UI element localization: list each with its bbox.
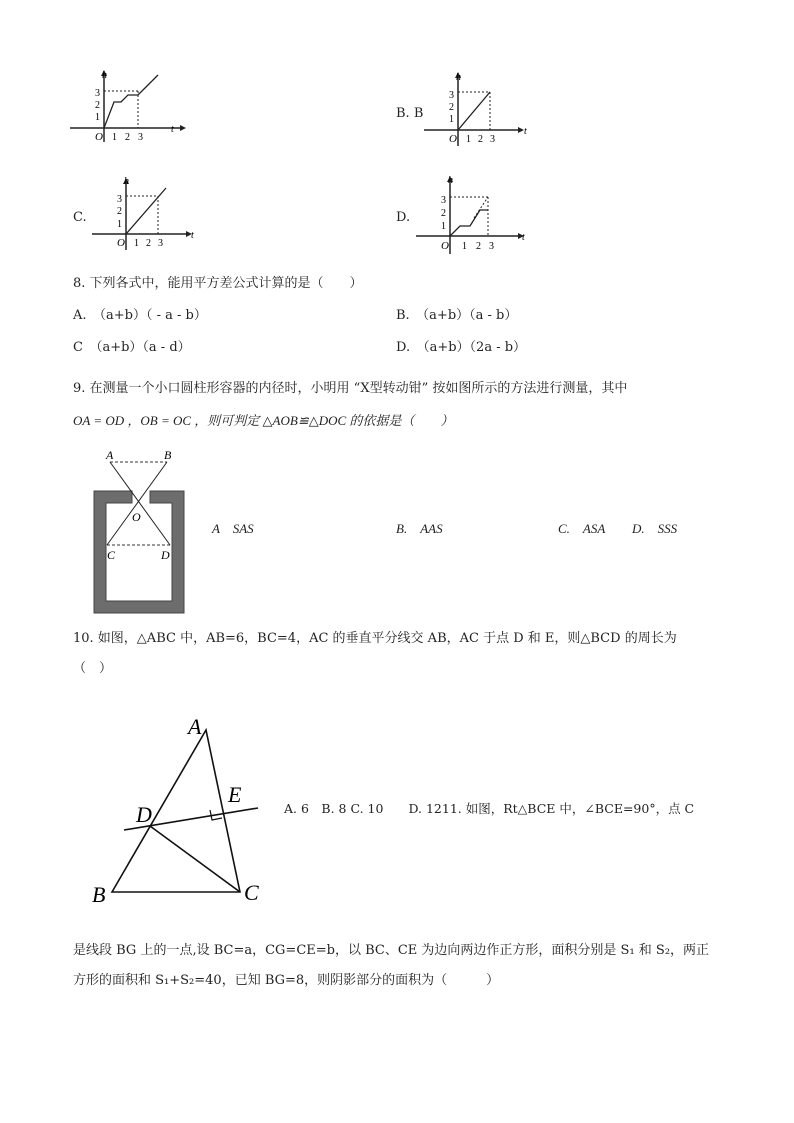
graph-c-origin: O bbox=[117, 237, 125, 249]
graph-d-xtick: 3 bbox=[489, 241, 494, 252]
q8-option-d: D. （a+b）（2a - b） bbox=[396, 340, 527, 355]
q10-options-line: A. 6 B. 8 C. 10 D. 1211. 如图，Rt△BCE 中，∠BCE=90°，点 C bbox=[284, 801, 695, 816]
graph-c-ytick: 1 bbox=[117, 219, 122, 230]
graph-d-h-label: h bbox=[448, 175, 453, 186]
graph-d-origin: O bbox=[441, 240, 449, 252]
graph-c-xtick: 1 bbox=[134, 238, 139, 249]
graph-c-ytick: 3 bbox=[117, 194, 122, 205]
q10-label-d: D bbox=[136, 802, 152, 827]
q11-line1: 是线段 BG 上的一点,设 BC=a，CG=CE=b，以 BC、CE 为边向两边作正方形，面积分别是 S₁ 和 S₂，两正 bbox=[73, 943, 710, 958]
graph-c-xtick: 3 bbox=[158, 238, 163, 249]
q9-option-d: D. SSS bbox=[632, 521, 678, 536]
graph-option-b bbox=[422, 68, 532, 150]
graph-b-t-label: t bbox=[524, 126, 527, 137]
q10-label-b: B bbox=[92, 882, 106, 907]
q10-stem-line1: 10. 如图，△ABC 中，AB=6，BC=4，AC 的垂直平分线交 AB，AC 于点 D 和 E，则△BCD 的周长为 bbox=[73, 631, 677, 646]
q9-option-a: A SAS bbox=[212, 521, 254, 536]
graph-a-ytick: 3 bbox=[95, 88, 100, 99]
graph-b-origin: O bbox=[449, 133, 457, 145]
graph-a-xtick: 2 bbox=[125, 132, 130, 143]
q10-figure bbox=[88, 710, 278, 910]
graph-b-xtick: 1 bbox=[466, 134, 471, 145]
graph-b-xtick: 3 bbox=[490, 134, 495, 145]
q9-label-o: O bbox=[132, 510, 141, 524]
q9-label-d: D bbox=[161, 548, 170, 562]
graph-b-ytick: 3 bbox=[449, 90, 454, 101]
graph-c-h-label: h bbox=[124, 176, 129, 187]
graph-d-ytick: 2 bbox=[441, 208, 446, 219]
q11-line2: 方形的面积和 S₁+S₂=40，已知 BG=8，则阴影部分的面积为（ ） bbox=[73, 973, 500, 988]
q9-option-b: B. AAS bbox=[396, 521, 443, 536]
q10-label-c: C bbox=[244, 880, 259, 905]
graph-option-c bbox=[90, 174, 200, 254]
graph-d-ytick: 1 bbox=[441, 221, 446, 232]
graph-a-t-label: t bbox=[171, 124, 174, 135]
graph-d-t-label: t bbox=[522, 232, 525, 243]
graph-option-d bbox=[414, 172, 530, 262]
graph-c-xtick: 2 bbox=[146, 238, 151, 249]
graph-b-ytick: 2 bbox=[449, 102, 454, 113]
graph-a-xtick: 1 bbox=[112, 132, 117, 143]
graph-a-origin: O bbox=[95, 131, 103, 143]
q9-stem-line1: 9. 在测量一个小口圆柱形容器的内径时，小明用 “X型转动钳” 按如图所示的方法进行测量，其中 bbox=[73, 381, 628, 396]
graph-a-ytick: 2 bbox=[95, 100, 100, 111]
option-d-label: D. bbox=[396, 210, 411, 225]
graph-d-ytick: 3 bbox=[441, 195, 446, 206]
q9-label-a: A bbox=[106, 448, 114, 462]
graph-d-xtick: 1 bbox=[462, 241, 467, 252]
q8-option-b: B. （a+b）（a - b） bbox=[396, 308, 518, 323]
graph-d-xtick: 2 bbox=[476, 241, 481, 252]
graph-b-ytick: 1 bbox=[449, 114, 454, 125]
q10-stem-line2: （ ） bbox=[73, 661, 113, 676]
graph-b-h-label: h bbox=[456, 72, 461, 83]
q9-figure bbox=[90, 445, 195, 617]
graph-a-h-label: h bbox=[102, 70, 107, 81]
q8-option-c: C （a+b）（a - d） bbox=[73, 340, 191, 355]
graph-b-xtick: 2 bbox=[478, 134, 483, 145]
q9-label-c: C bbox=[107, 548, 116, 562]
graph-a-xtick: 3 bbox=[138, 132, 143, 143]
graph-c-ytick: 2 bbox=[117, 206, 122, 217]
q10-label-e: E bbox=[228, 782, 242, 807]
option-b-label: B. B bbox=[396, 106, 424, 121]
option-c-label: C. bbox=[73, 210, 87, 225]
q8-option-a: A. （a+b）（ - a - b） bbox=[73, 308, 207, 323]
q10-label-a: A bbox=[188, 714, 202, 739]
q9-label-b: B bbox=[164, 448, 172, 462]
q8-stem: 8. 下列各式中，能用平方差公式计算的是（ ） bbox=[73, 276, 363, 291]
q9-stem-line2: OA = OD ，OB = OC ，则可判定 △AOB≌△DOC 的依据是（ ） bbox=[73, 413, 454, 428]
graph-c-t-label: t bbox=[191, 230, 194, 241]
graph-a-ytick: 1 bbox=[95, 112, 100, 123]
q9-option-c: C. ASA bbox=[558, 521, 606, 536]
graph-option-a bbox=[68, 66, 188, 146]
